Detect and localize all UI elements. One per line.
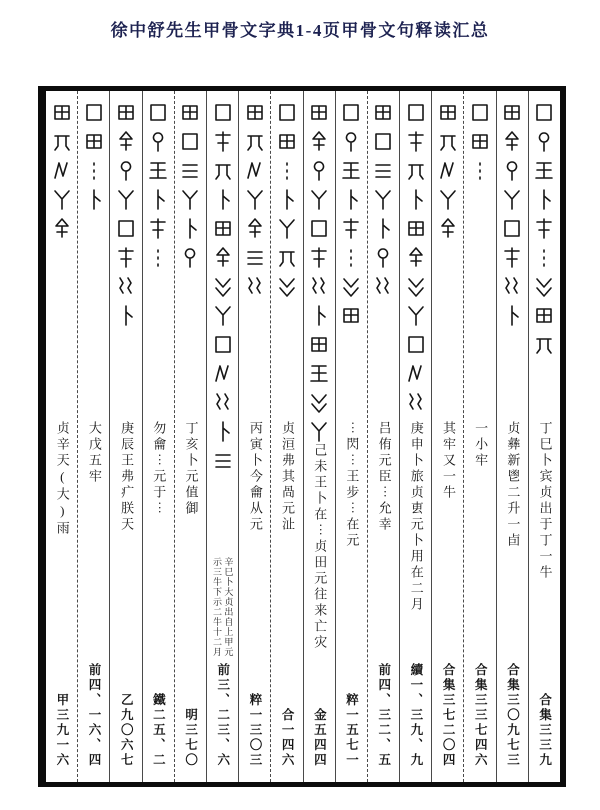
oracle-glyph-icon <box>372 159 394 182</box>
oracle-glyph-icon <box>533 275 555 298</box>
entry-column-3 <box>463 91 495 782</box>
oracle-glyph-icon <box>308 333 330 356</box>
oracle-glyph-icon <box>212 304 234 327</box>
transcription-text: 其牢又一牛 <box>440 421 456 501</box>
transcription-text: 一小牢 <box>473 421 489 469</box>
source-citation: 前四、一六、四 <box>87 663 102 768</box>
entry-column-12 <box>174 91 206 782</box>
oracle-glyph-icon <box>308 130 330 153</box>
transcription-text: 大戊五牢 <box>86 421 102 485</box>
oracle-glyph-icon <box>212 420 234 443</box>
oracle-glyph-icon <box>501 246 523 269</box>
transcription-text: 丁亥卜元值御 <box>183 421 199 517</box>
oracle-glyph-icon <box>212 130 234 153</box>
entry-column-9 <box>270 91 302 782</box>
oracle-glyph-icon <box>308 101 330 124</box>
entry-column-1 <box>528 91 560 782</box>
oracle-glyph-icon <box>533 246 555 269</box>
oracle-glyphs <box>271 98 302 301</box>
oracle-glyph-icon <box>212 362 234 385</box>
oracle-glyphs <box>497 98 528 330</box>
source-citation: 前四、三二、五 <box>376 663 391 768</box>
oracle-glyph-icon <box>179 217 201 240</box>
oracle-glyph-icon <box>340 188 362 211</box>
oracle-glyph-icon <box>533 101 555 124</box>
oracle-glyphs <box>110 98 141 330</box>
oracle-glyph-icon <box>501 275 523 298</box>
source-citation: 合集三〇九七三 <box>505 663 520 768</box>
table-frame <box>38 86 566 787</box>
oracle-glyph-icon <box>244 130 266 153</box>
oracle-glyph-icon <box>115 101 137 124</box>
oracle-glyphs <box>336 98 367 330</box>
source-citation: 續一、三九、九 <box>408 663 423 768</box>
oracle-glyph-icon <box>405 188 427 211</box>
transcription-text: 庚申卜旅贞叀元卜用在二月 <box>408 421 424 613</box>
entry-column-8 <box>303 91 335 782</box>
source-citation: 前三、二三、六 <box>215 663 230 768</box>
oracle-glyph-icon <box>372 101 394 124</box>
source-citation: 合集三七二〇四 <box>441 663 456 768</box>
oracle-glyph-icon <box>276 130 298 153</box>
oracle-glyph-icon <box>372 217 394 240</box>
source-citation: 合集三三七四六 <box>473 663 488 768</box>
entry-column-7 <box>335 91 367 782</box>
oracle-glyph-icon <box>115 188 137 211</box>
source-citation: 合集三三九 <box>537 693 552 768</box>
oracle-glyph-icon <box>276 101 298 124</box>
oracle-glyphs <box>78 98 109 214</box>
oracle-glyph-icon <box>405 275 427 298</box>
oracle-glyph-icon <box>405 304 427 327</box>
transcription-text: 勿龠⋯元于⋯ <box>151 421 167 517</box>
oracle-glyph-icon <box>83 101 105 124</box>
source-citation: 粹一五七一 <box>344 693 359 768</box>
oracle-glyph-icon <box>147 101 169 124</box>
oracle-glyph-icon <box>533 159 555 182</box>
entry-column-10 <box>238 91 270 782</box>
oracle-glyphs <box>400 98 431 417</box>
oracle-glyph-icon <box>83 130 105 153</box>
oracle-glyph-icon <box>51 101 73 124</box>
oracle-glyphs <box>304 98 335 446</box>
oracle-glyph-icon <box>501 130 523 153</box>
source-citation: 粹一三〇三 <box>247 693 262 768</box>
oracle-glyph-icon <box>308 246 330 269</box>
oracle-glyph-icon <box>179 188 201 211</box>
oracle-glyph-icon <box>437 101 459 124</box>
oracle-glyph-icon <box>372 246 394 269</box>
entry-column-2 <box>496 91 528 782</box>
transcription-note-line: 示三牛下示二牛十二月 <box>212 557 223 657</box>
oracle-glyph-icon <box>469 130 491 153</box>
transcription-text: 丙寅卜今龠从元 <box>247 421 263 533</box>
oracle-glyph-icon <box>51 159 73 182</box>
oracle-glyph-icon <box>212 101 234 124</box>
oracle-glyphs <box>46 98 77 243</box>
oracle-glyphs <box>239 98 270 301</box>
transcription-note-line: 辛巳卜大贞出自上甲元 <box>223 557 234 657</box>
entry-column-15 <box>77 91 109 782</box>
oracle-glyph-icon <box>405 217 427 240</box>
oracle-glyph-icon <box>244 159 266 182</box>
oracle-glyph-icon <box>212 333 234 356</box>
oracle-glyph-icon <box>340 159 362 182</box>
entry-column-4 <box>431 91 463 782</box>
oracle-glyph-icon <box>437 130 459 153</box>
oracle-glyph-icon <box>340 275 362 298</box>
transcription-text: 丁巳卜宾贞出于丁一牛 <box>537 421 553 581</box>
oracle-glyphs <box>464 98 495 185</box>
oracle-glyph-icon <box>308 159 330 182</box>
oracle-glyphs <box>207 98 238 475</box>
oracle-glyph-icon <box>308 188 330 211</box>
oracle-glyph-icon <box>276 159 298 182</box>
oracle-glyph-icon <box>372 188 394 211</box>
oracle-glyph-icon <box>244 246 266 269</box>
oracle-glyph-icon <box>469 159 491 182</box>
transcription-text: 贞洹弗其咼元沚 <box>280 421 296 533</box>
oracle-glyph-icon <box>405 246 427 269</box>
oracle-glyph-icon <box>308 362 330 385</box>
oracle-glyph-icon <box>533 130 555 153</box>
source-citation: 金五四四 <box>312 708 327 768</box>
page-title: 徐中舒先生甲骨文字典1-4页甲骨文句释读汇总 <box>110 21 490 40</box>
oracle-glyph-icon <box>115 246 137 269</box>
oracle-glyph-icon <box>533 304 555 327</box>
oracle-glyph-icon <box>276 217 298 240</box>
oracle-glyph-icon <box>340 246 362 269</box>
oracle-glyph-icon <box>147 217 169 240</box>
entry-column-13 <box>142 91 174 782</box>
oracle-glyph-icon <box>437 188 459 211</box>
oracle-glyph-icon <box>276 246 298 269</box>
oracle-glyph-icon <box>308 217 330 240</box>
oracle-glyph-icon <box>533 188 555 211</box>
oracle-glyph-icon <box>276 275 298 298</box>
source-citation: 甲三九一六 <box>54 693 69 768</box>
oracle-glyph-icon <box>405 391 427 414</box>
oracle-glyphs <box>529 98 560 359</box>
oracle-glyph-icon <box>405 362 427 385</box>
oracle-glyph-icon <box>115 159 137 182</box>
transcription-text: 贞彝新鬯二升一卣 <box>505 421 521 549</box>
oracle-glyph-icon <box>437 217 459 240</box>
oracle-glyph-icon <box>212 391 234 414</box>
oracle-glyph-icon <box>147 130 169 153</box>
entry-column-16 <box>46 91 77 782</box>
oracle-glyph-icon <box>51 217 73 240</box>
transcription-text: 庚辰王弗疒朕天 <box>119 421 135 533</box>
oracle-glyph-icon <box>501 304 523 327</box>
oracle-glyph-icon <box>244 275 266 298</box>
entry-column-5 <box>399 91 431 782</box>
oracle-glyph-icon <box>115 130 137 153</box>
oracle-glyph-icon <box>372 130 394 153</box>
oracle-glyph-icon <box>340 304 362 327</box>
transcription-text: 贞辛天(大)雨 <box>54 421 70 537</box>
oracle-glyph-icon <box>469 101 491 124</box>
oracle-glyph-icon <box>405 101 427 124</box>
oracle-glyph-icon <box>179 246 201 269</box>
oracle-glyph-icon <box>115 217 137 240</box>
oracle-glyph-icon <box>340 101 362 124</box>
transcription-text: 吕侑元臣⋯允幸 <box>376 421 392 533</box>
oracle-glyph-icon <box>212 275 234 298</box>
oracle-glyph-icon <box>308 391 330 414</box>
oracle-glyph-icon <box>244 101 266 124</box>
entry-columns <box>46 91 560 782</box>
oracle-glyph-icon <box>212 159 234 182</box>
oracle-glyph-icon <box>51 188 73 211</box>
transcription-text: 己未王卜在⋯贞田元往来亡灾 <box>312 443 328 651</box>
oracle-glyph-icon <box>533 333 555 356</box>
oracle-glyph-icon <box>147 159 169 182</box>
oracle-glyph-icon <box>405 130 427 153</box>
oracle-glyph-icon <box>244 188 266 211</box>
entry-column-14 <box>109 91 141 782</box>
oracle-glyph-icon <box>83 188 105 211</box>
oracle-glyphs <box>368 98 399 301</box>
oracle-glyph-icon <box>308 420 330 443</box>
oracle-glyph-icon <box>212 217 234 240</box>
oracle-glyph-icon <box>179 101 201 124</box>
oracle-glyph-icon <box>405 333 427 356</box>
oracle-glyph-icon <box>115 275 137 298</box>
oracle-glyphs <box>175 98 206 272</box>
oracle-glyph-icon <box>533 217 555 240</box>
oracle-glyph-icon <box>501 217 523 240</box>
oracle-glyph-icon <box>437 159 459 182</box>
oracle-glyphs <box>143 98 174 272</box>
transcription-text: ⋯閃⋯王步⋯在元 <box>344 421 360 549</box>
oracle-glyph-icon <box>83 159 105 182</box>
oracle-glyph-icon <box>340 217 362 240</box>
oracle-glyphs <box>432 98 463 243</box>
oracle-glyph-icon <box>147 246 169 269</box>
oracle-glyph-icon <box>501 188 523 211</box>
oracle-glyph-icon <box>147 188 169 211</box>
oracle-glyph-icon <box>501 159 523 182</box>
oracle-glyph-icon <box>115 304 137 327</box>
oracle-glyph-icon <box>212 449 234 472</box>
transcription-note <box>211 557 235 657</box>
oracle-glyph-icon <box>308 304 330 327</box>
oracle-glyph-icon <box>308 275 330 298</box>
oracle-glyph-icon <box>340 130 362 153</box>
oracle-glyph-icon <box>405 159 427 182</box>
oracle-glyph-icon <box>372 275 394 298</box>
source-citation: 合一四六 <box>280 708 295 768</box>
oracle-glyph-icon <box>179 130 201 153</box>
oracle-glyph-icon <box>212 188 234 211</box>
entry-column-11 <box>206 91 238 782</box>
oracle-glyph-icon <box>244 217 266 240</box>
oracle-glyph-icon <box>179 159 201 182</box>
source-citation: 乙九〇六七 <box>119 693 134 768</box>
source-citation: 明三七〇 <box>183 708 198 768</box>
oracle-glyph-icon <box>276 188 298 211</box>
oracle-glyph-icon <box>51 130 73 153</box>
source-citation: 鐵二五、二 <box>151 693 166 768</box>
oracle-glyph-icon <box>501 101 523 124</box>
oracle-glyph-icon <box>212 246 234 269</box>
entry-column-6 <box>367 91 399 782</box>
